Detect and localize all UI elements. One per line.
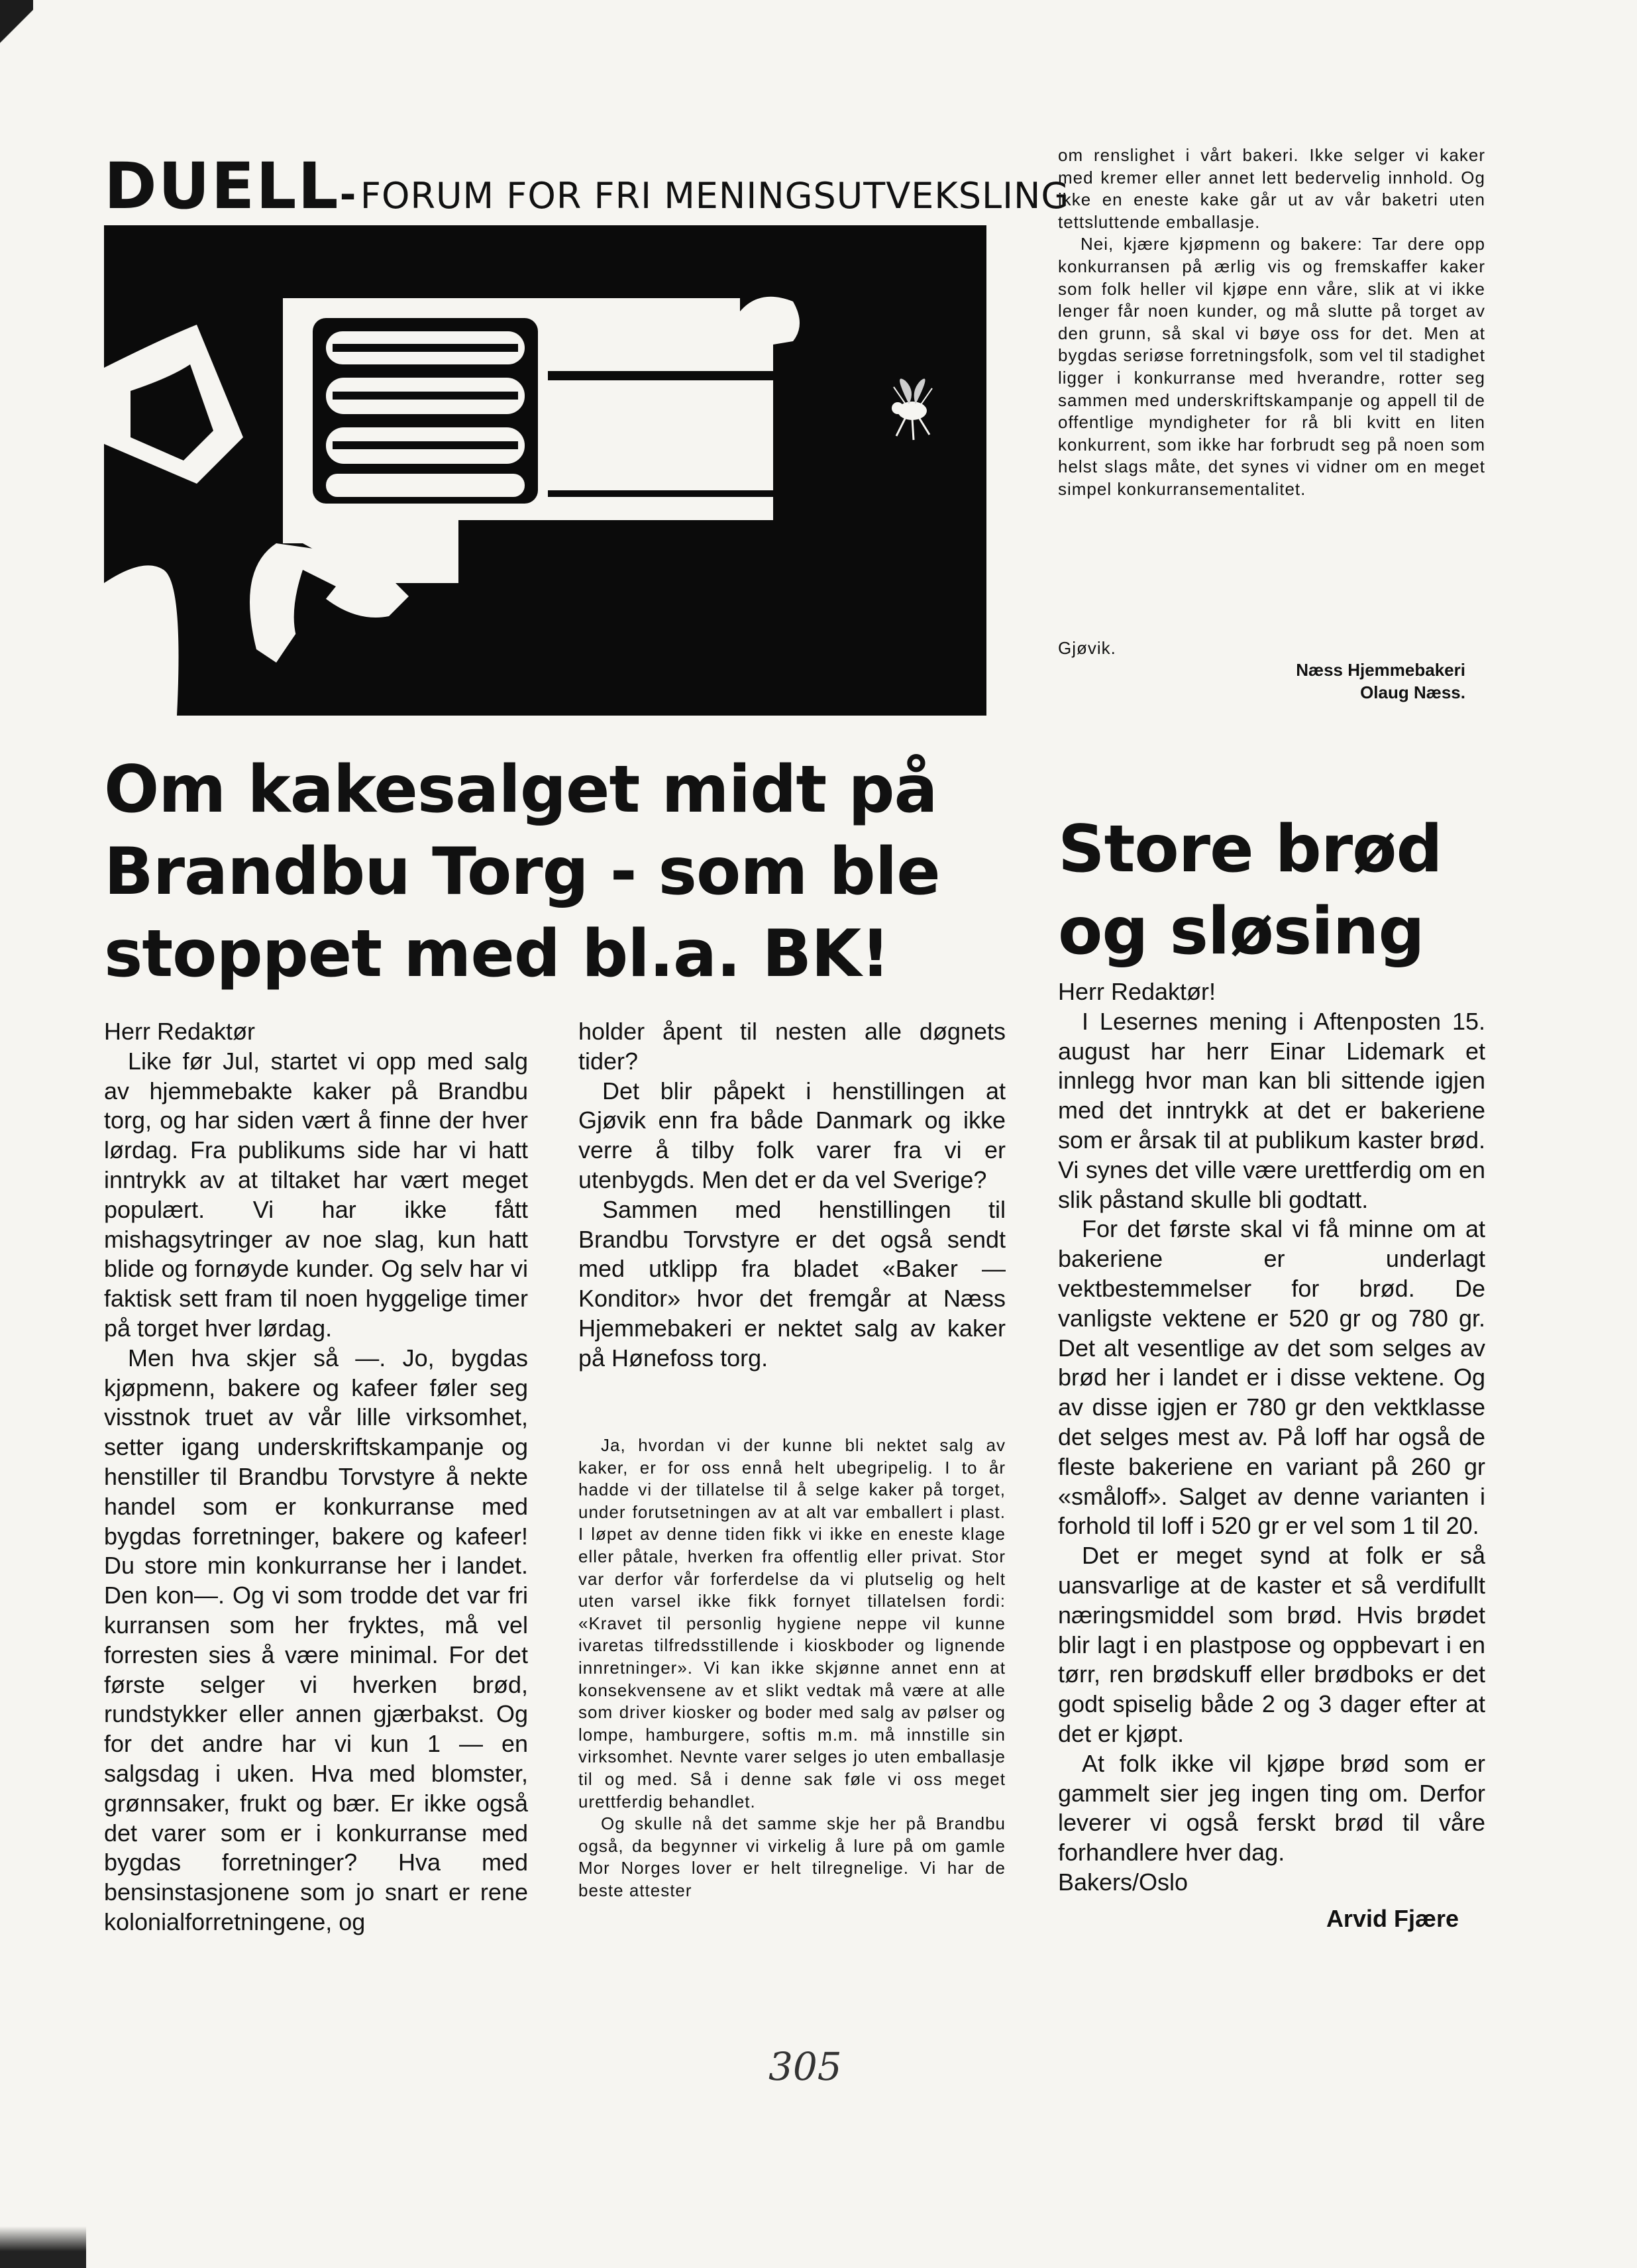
salutation: Herr Redaktør! bbox=[1058, 978, 1216, 1005]
body-paragraph: holder åpent til nesten alle døgnets tider? bbox=[578, 1018, 1006, 1075]
article1-headline-line: stoppet med bl.a. BK! bbox=[104, 916, 890, 992]
body-paragraph: Sammen med henstillingen til Brandbu Torvstyre er det også sendt med utklipp fra bladet «Baker — Konditor» hvor det fremgår at Næss Hjemmebakeri er nektet salg av kaker på Hønefoss torg. bbox=[578, 1195, 1006, 1372]
small-paragraph: Nei, kjære kjøpmenn og bakere: Tar dere opp konkurransen på ærlig vis og fremskaffer kaker som folk heller vil kjøpe enn våre, slik at vi ikke lenger får noen kunder, og må slutte på torget av den grunn, så skal vi bøye oss for det. Men at bygdas seriøse forretningsfolk, som vel til stadighet ligger i konkurranse med hverandre, rotter seg sammen med underskriftskampanje og appell til de offentlige myndigheter for rå bli kvitt en liten konkurrent, som ikke har forbrudt seg på noen som helst slags måte, det synes vi vidner om en meget simpel konkurransementalitet. bbox=[1058, 234, 1485, 499]
small-paragraph: Og skulle nå det samme skje her på Brandbu også, da begynner vi virkelig å lure på om gamle Mor Norges lover er helt tilregnelige. Vi har de beste attester bbox=[578, 1813, 1006, 1900]
article1-column-2-small bbox=[578, 1434, 1006, 1902]
scan-edge-bottom bbox=[0, 2226, 86, 2268]
article1-column-2 bbox=[578, 1017, 1006, 1374]
body-paragraph: Det er meget synd at folk er så uansvarlige at de kaster et så verdifullt næringsmiddel som brød. Hvis brødet blir lagt i en plastpose og oppbevart i en tørr, ren brødskuff eller brødboks er det godt spiselig både 2 og 3 dager efter at det er kjøpt. bbox=[1058, 1542, 1485, 1747]
signature-line: Olaug Næss. bbox=[1360, 682, 1465, 702]
place-text: Gjøvik. bbox=[1058, 638, 1116, 658]
body-paragraph: Like før Jul, startet vi opp med salg av hjemmebakte kaker på Brandbu torg, og har siden vært å finne der hver lørdag. Fra publikums side har vi hatt inntrykk av at tiltaket har vært meget populært. Vi har ikke fått mishagsytringer av noe slag, kun hatt blide og fornøyde kunder. Og selv har vi faktisk sett fram til noen hyggelige timer på torget hver lørdag. bbox=[104, 1047, 528, 1342]
small-paragraph: Ja, hvordan vi der kunne bli nektet salg av kaker, er for oss ennå helt ubegripelig. I to år hadde vi der tillatelse til å selge kaker på torget, under forutsetningen av at alt var emballert i plast. I løpet av denne tiden fikk vi ikke en eneste klage eller påtale, hverken fra offentlig eller privat. Stor var derfor vår forferdelse da vi plutselig og helt uten varsel ikke fikk fornyet tillatelsen fordi: «Kravet til personlig hygiene neppe vil kunne ivaretas tilfredsstillende i kioskboder og lignende innretninger». Vi kan ikke skjønne annet enn at konsekvensene av et slikt vedtak må være at alle som driver kiosker og boder med salg av pølser og lompe, hamburgere, softis m.m. må innstille sin virksomhet. Nevnte varer selges jo uten emballasje til og med. Så i denne sak føle vi oss meget urettferdig behandlet. bbox=[578, 1435, 1006, 1811]
revolver-cylinder bbox=[313, 318, 538, 504]
revolver-illustration-svg bbox=[104, 225, 986, 716]
salutation: Herr Redaktør bbox=[104, 1018, 256, 1045]
article1-column-1 bbox=[104, 1017, 528, 1937]
body-paragraph: At folk ikke vil kjøpe brød som er gammelt sier jeg ingen ting om. Derfor leverer vi også ferskt brød til våre forhandlere hver dag. bbox=[1058, 1749, 1485, 1866]
article1-headline-line: Om kakesalget midt på bbox=[104, 752, 937, 828]
article1-signature bbox=[1058, 659, 1465, 704]
page-number: 305 bbox=[768, 2044, 842, 2089]
article2-body bbox=[1058, 977, 1485, 1934]
article2-headline bbox=[1058, 808, 1561, 973]
article1-column-3 bbox=[1058, 144, 1485, 501]
article1-headline-line: Brandbu Torg - som ble bbox=[104, 834, 940, 910]
revolver-grip bbox=[104, 565, 179, 716]
sign-off: Bakers/Oslo bbox=[1058, 1868, 1188, 1896]
revolver-and-fly-illustration bbox=[104, 225, 986, 716]
masthead-subtitle: FORUM FOR FRI MENINGSUTVEKSLING bbox=[360, 175, 1070, 217]
article2-signature: Arvid Fjære bbox=[1326, 1904, 1459, 1932]
masthead bbox=[104, 149, 1069, 223]
signature-line: Næss Hjemmebakeri bbox=[1296, 660, 1465, 680]
scan-edge-top bbox=[0, 0, 33, 73]
article2-headline-line: Store brød bbox=[1058, 812, 1442, 887]
article1-place bbox=[1058, 637, 1485, 660]
article2-headline-line: og sløsing bbox=[1058, 894, 1424, 969]
masthead-dash: - bbox=[339, 172, 358, 218]
body-paragraph: Det blir påpekt i henstillingen at Gjøvik enn fra både Danmark og ikke verre å tilby folk varer fra vi er utenbygds. Men det er da vel Sverige? bbox=[578, 1077, 1006, 1193]
body-paragraph: I Lesernes mening i Aftenposten 15. august har herr Einar Lidemark et innlegg hvor man kan bli sittende igjen med det inntrykk at det er bakeriene som er årsak til at publikum kaster brød. Vi synes det ville være urettferdig om en slik påstand skulle bli godtatt. bbox=[1058, 1007, 1485, 1213]
article1-headline bbox=[104, 749, 1018, 995]
masthead-title: DUELL bbox=[104, 149, 340, 223]
small-paragraph: om renslighet i vårt bakeri. Ikke selger vi kaker med kremer eller annet lett bedervelig innhold. Og ikke en eneste kake går ut av vår baketri uten tettsluttende emballasje. bbox=[1058, 145, 1485, 232]
body-paragraph: For det første skal vi få minne om at bakeriene er underlagt vektbestemmelser for brød. De vanligste vektene er 520 gr og 780 gr. Det alt vesentlige av det som selges av brød her i landet er i disse vektene. Og av disse igjen er 780 gr den vektklasse det selges mest av. På loff har også de fleste bakeriene en variant på 260 gr «småloff». Salget av denne varianten i forhold til loff i 520 gr er vel som 1 til 20. bbox=[1058, 1215, 1485, 1540]
body-paragraph: Men hva skjer så —. Jo, bygdas kjøpmenn, bakere og kafeer føler seg visstnok truet av vår lille virksomhet, setter igang underskriftskampanje og henstiller til Brandbu Torvstyre å nekte handel som er konkurranse med bygdas forretninger, bakere og kafeer! Du store min konkurranse her i landet. Den kon—. Og vi som trodde det var fri kurransen som her fryktes, må vel forresten sies å være minimal. For det første selger vi hverken brød, rundstykker eller annen gjærbakst. Og for det andre har vi kun 1 — en salgsdag i uken. Hva med blomster, grønnsaker, frukt og bær. Er ikke også det varer som er i konkurranse med bygdas forretninger? Hva med bensinstasjonene som jo snart er rene kolonialforretningene, og bbox=[104, 1344, 528, 1935]
